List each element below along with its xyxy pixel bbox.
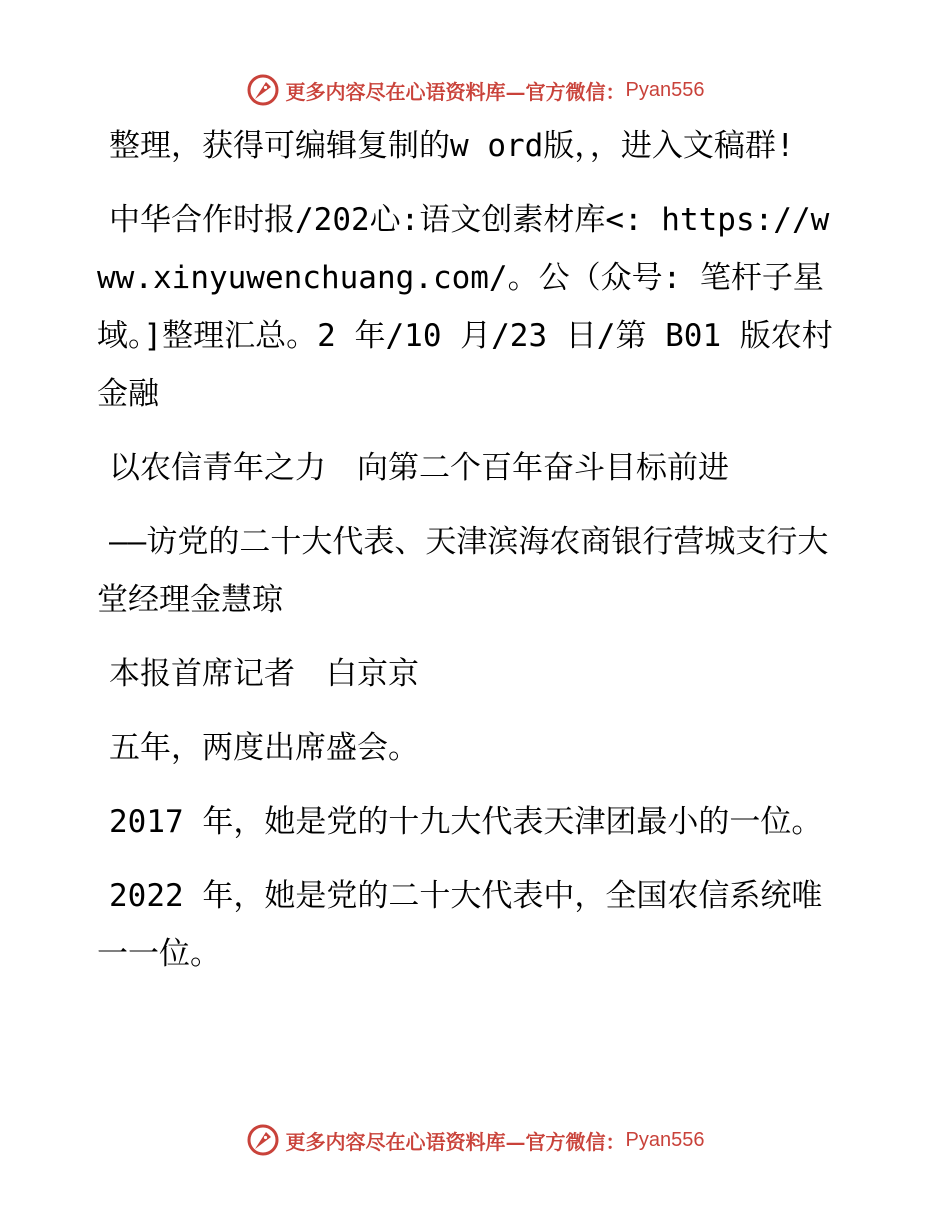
paragraph-source: 中华合作时报/202心:语文创素材库<: https://www.xinyuwenchuang.com/。公（众号: 笔杆子星域。]整理汇总。2 年/10 月/23 日/第 B01 版农村金融: [97, 202, 833, 412]
article-byline: 本报首席记者 白京京: [109, 656, 419, 692]
pen-nib-logo-icon: [246, 73, 280, 107]
paragraph: 2022 年，她是党的二十大代表中，全国农信系统唯一一位。: [97, 878, 823, 972]
banner-wechat-handle: Pyan556: [625, 1128, 705, 1151]
paragraph-intro: 整理，获得可编辑复制的w ord版，，进入文稿群!: [109, 128, 795, 164]
paragraph: 五年，两度出席盛会。: [109, 730, 419, 766]
pen-nib-logo-icon: [246, 1123, 280, 1157]
banner-text: 更多内容尽在心语资料库—官方微信：: [285, 1129, 626, 1154]
header-banner: [0, 68, 950, 112]
banner-wechat-handle: Pyan556: [625, 78, 705, 101]
footer-banner: [0, 1118, 950, 1162]
document-body: [97, 117, 843, 999]
banner-text: 更多内容尽在心语资料库—官方微信：: [285, 79, 626, 104]
article-title: 以农信青年之力 向第二个百年奋斗目标前进: [109, 450, 729, 486]
article-subtitle: ——访党的二十大代表、天津滨海农商银行营城支行大堂经理金慧琼: [97, 524, 829, 618]
paragraph: 2017 年，她是党的十九大代表天津团最小的一位。: [109, 804, 823, 840]
